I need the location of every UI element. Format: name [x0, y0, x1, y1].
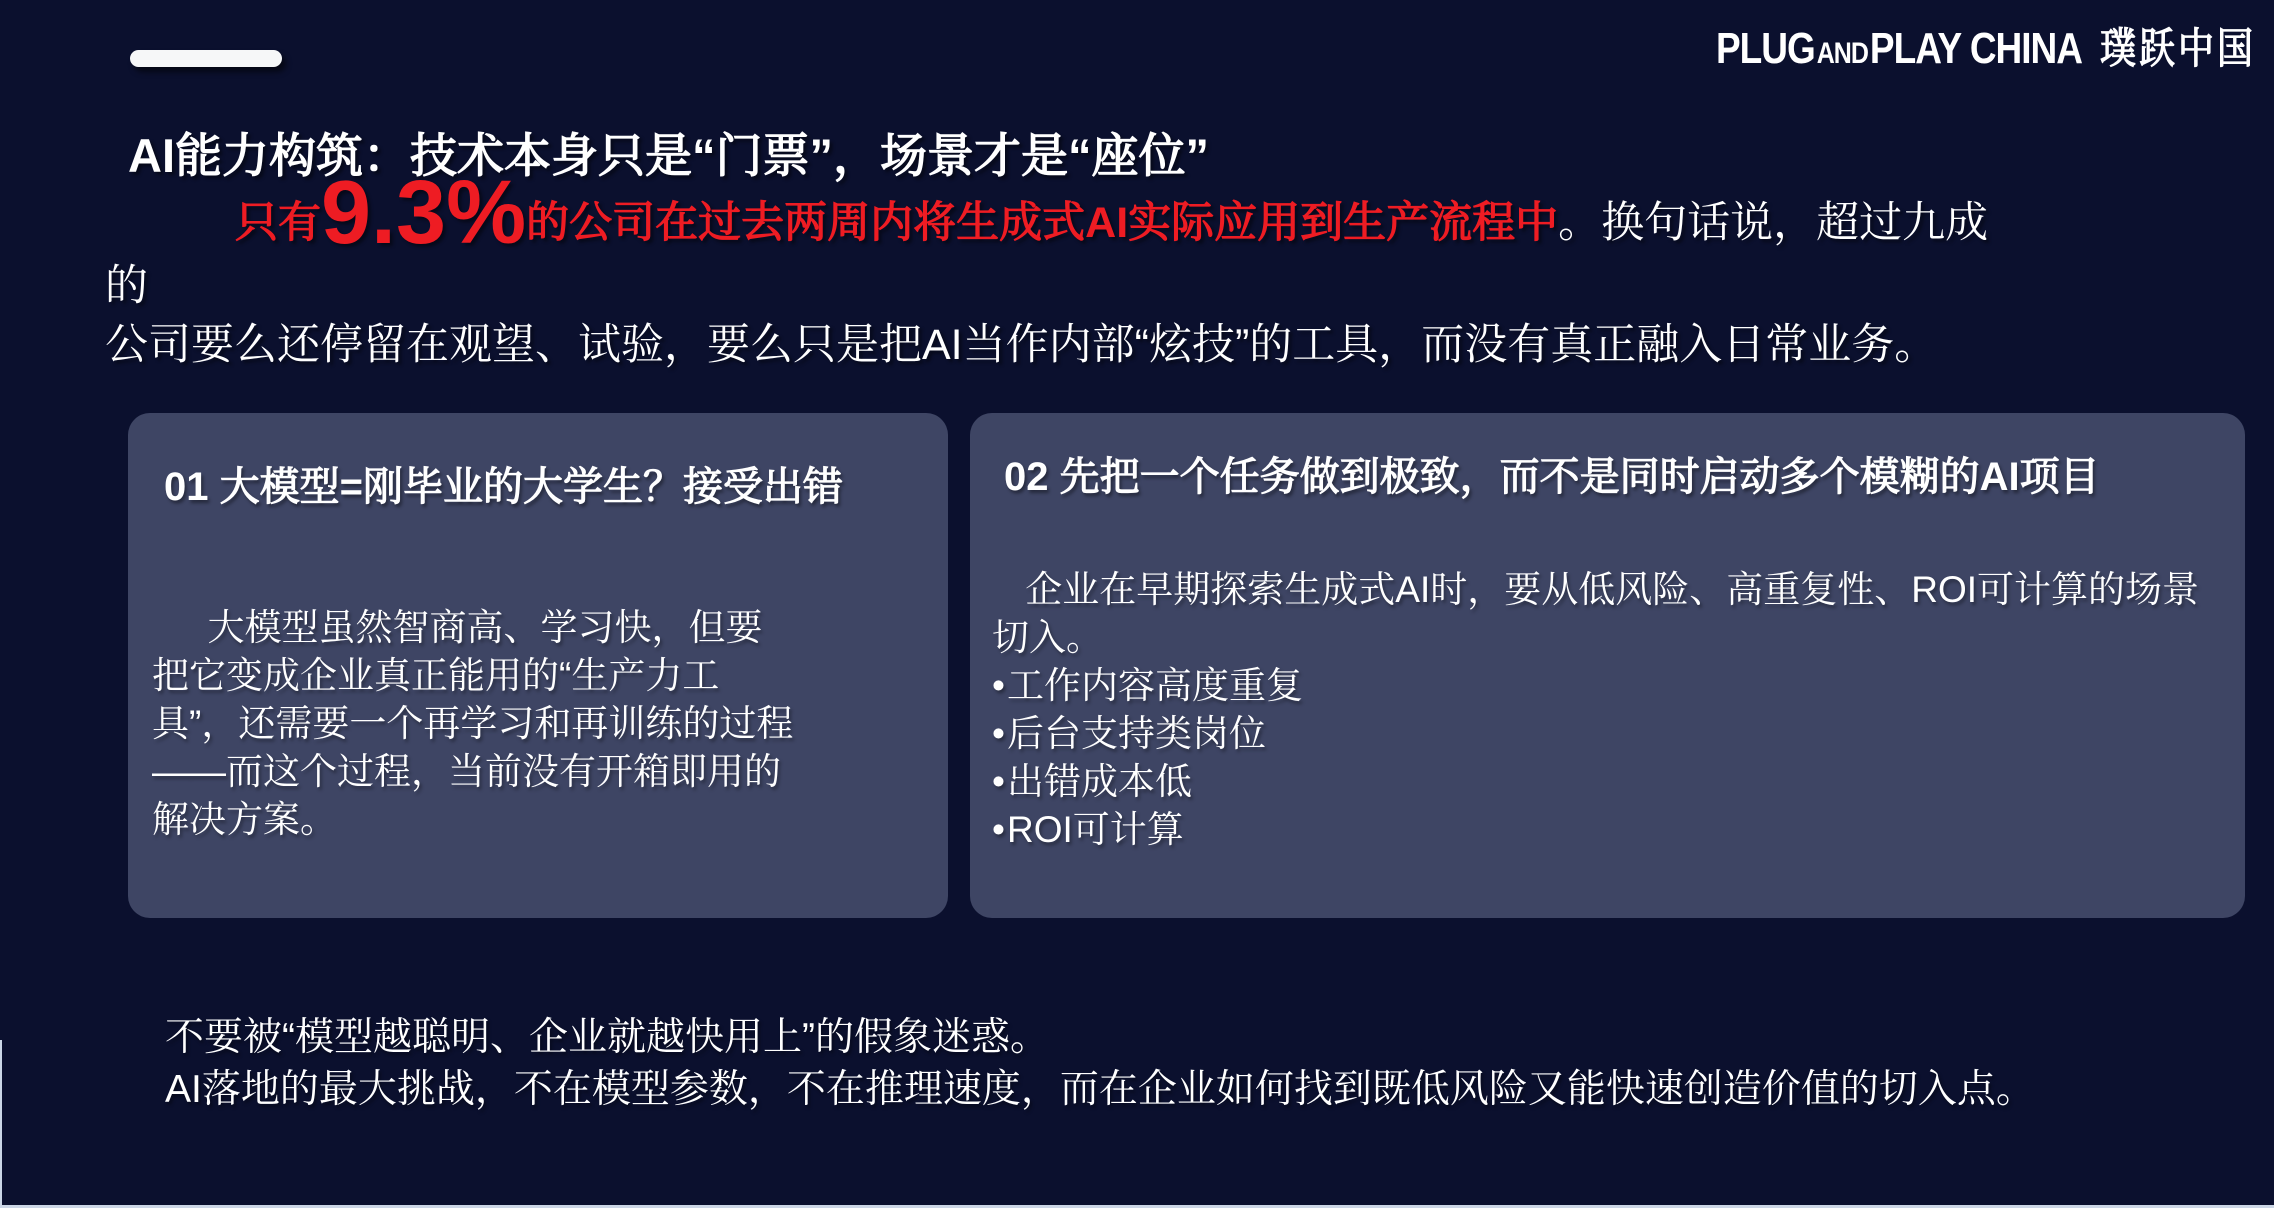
bullet-marker: •	[992, 761, 1005, 802]
card-02-intro: 企业在早期探索生成式AI时，要从低风险、高重复性、ROI可计算的场景切入。	[992, 569, 2200, 658]
stat-red-prefix: 只有	[235, 199, 321, 247]
bullet-item	[992, 758, 2205, 806]
footer-line-1: 不要被“模型越聪明、企业就越快用上”的假象迷惑。	[165, 1016, 1049, 1059]
card-02-title: 02 先把一个任务做到极致，而不是同时启动多个模糊的AI项目	[1004, 455, 2100, 499]
card-02-bullet-list	[992, 662, 2205, 854]
stat-white-tail: 。换句话说，超过九成的	[105, 199, 1989, 310]
bullet-text: 出错成本低	[1006, 761, 1192, 802]
footer-line-2: AI落地的最大挑战，不在模型参数，不在推理速度，而在企业如何找到既低风险又能快速创造价值的切入点。	[165, 1068, 2035, 1111]
window-edge-left	[0, 1040, 2, 1208]
logo-plug: PLUG	[1715, 24, 1815, 73]
stat-paragraph	[105, 163, 2005, 374]
bullet-marker: •	[992, 713, 1005, 754]
page-title: AI能力构筑：技术本身只是“门票”，场景才是“座位”	[128, 129, 1209, 183]
card-01-body: 大模型虽然智商高、学习快，但要把它变成企业真正能用的“生产力工具”，还需要一个再学习和再训练的过程——而这个过程，当前没有开箱即用的解决方案。	[152, 607, 794, 840]
brand-logo	[1716, 16, 2256, 76]
logo-and: AND	[1816, 37, 1868, 71]
bullet-text: ROI可计算	[1006, 809, 1184, 850]
bullet-item	[992, 806, 2205, 854]
logo-chinese-name: 璞跃中国	[2099, 24, 2256, 73]
bullet-text: 工作内容高度重复	[1006, 665, 1303, 706]
card-01	[128, 413, 948, 918]
accent-dash	[130, 50, 282, 67]
bullet-marker: •	[992, 809, 1005, 850]
bullet-text: 后台支持类岗位	[1006, 713, 1266, 754]
logo-play-china: PLAY CHINA	[1869, 24, 2082, 73]
stat-red-suffix: 的公司在过去两周内将生成式AI实际应用到生产流程中	[526, 199, 1559, 247]
footer-note	[165, 1012, 2225, 1116]
card-02	[970, 413, 2245, 918]
stat-value: 9.3%	[321, 163, 527, 263]
stat-line-1	[105, 163, 2005, 315]
bullet-item	[992, 662, 2205, 710]
card-01-title: 01 大模型=刚毕业的大学生？接受出错	[164, 465, 843, 509]
bullet-marker: •	[992, 665, 1005, 706]
stat-line-2: 公司要么还停留在观望、试验，要么只是把AI当作内部“炫技”的工具，而没有真正融入日常业务。	[105, 320, 1938, 369]
bullet-item	[992, 710, 2205, 758]
